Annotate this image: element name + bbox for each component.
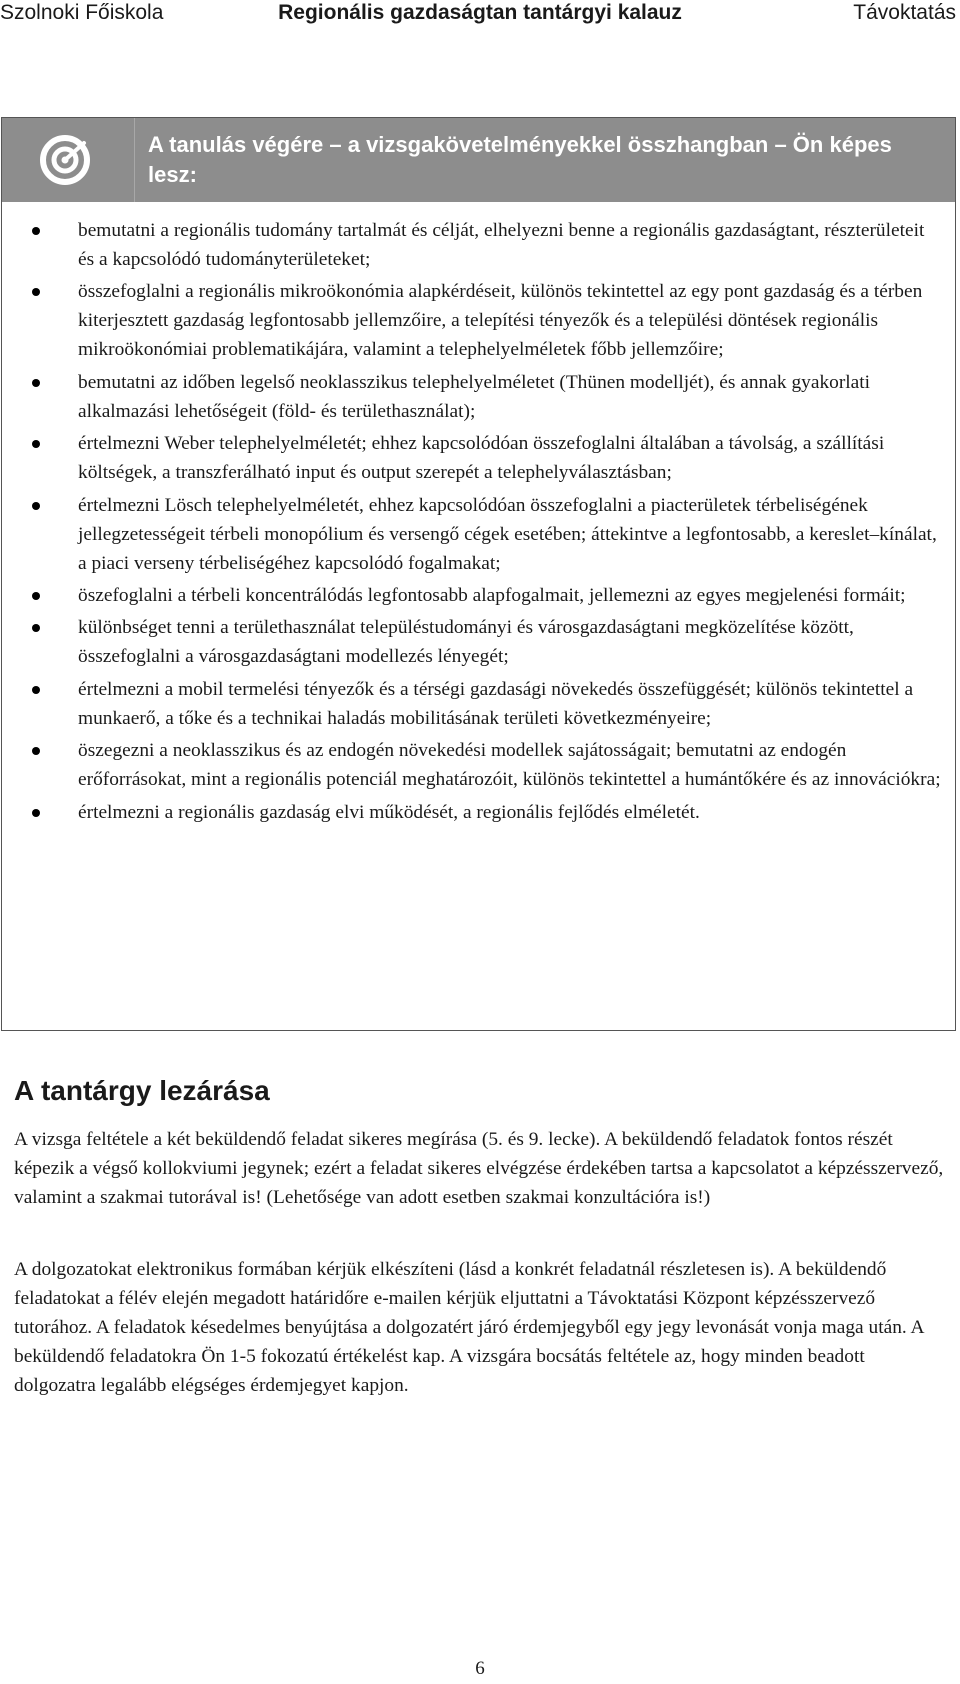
objective-text: értelmezni Lösch telephelyelméletét, ehhez kapcsolódóan összefoglalni a piacterületek térbeliségének jellegzetességeit térbeli monopólium és versengő cégek esetében; áttekintve a legfontosabb, a kereslet–kínálat, a piaci verseny térbeliségéhez kapcsolódó fogalmakat; [78,494,937,574]
objective-text: bemutatni az időben legelső neoklasszikus telephelyelméletet (Thünen modelljét), és annak gyakorlati alkalmazási lehetőségeit (föld- és területhasználat); [78,371,871,422]
objective-item [2,216,952,274]
objective-item [2,798,952,827]
objective-item [2,675,952,733]
bullet-icon [32,809,40,817]
learning-objectives-box [1,117,956,1031]
objectives-title: A tanulás végére – a vizsgakövetelményekkel összhangban – Ön képes lesz: [148,132,892,187]
objective-item [2,429,952,487]
objective-item [2,491,952,578]
objective-text: bemutatni a regionális tudomány tartalmát és célját, elhelyezni benne a regionális gazdaságtant, részterületeit és a kapcsolódó tudományterületeket; [78,220,925,270]
objective-text: értelmezni a mobil termelési tényezők és a térségi gazdasági növekedés összefüggését; különös tekintettel a munkaerő, a tőke és a technikai haladás mobilitásának területi következményeire; [78,678,914,729]
closing-paragraph: A vizsga feltétele a két beküldendő feladat sikeres megírása (5. és 9. lecke). A beküldendő feladatok fontos részét képezik a végső kollokviumi jegynek; ezért a feladat sikeres elvégzése érdekében tartsa a kapcsolatot a képzésszervező, valamint a szakmai tutorával is! (Lehetősége van adott esetben szakmai konzultációra is!) [14,1129,944,1208]
header-program: Távoktatás [853,1,956,24]
closing-paragraph: A dolgozatokat elektronikus formában kérjük elkészíteni (lásd a konkrét feladatnál részletesen is). A beküldendő feladatokat a félév elején megadott határidőre e-mailen kérjük eljuttatni a Távoktatási Központ képzésszervező tutorához. A feladatok késedelmes benyújtása a dolgozatért járó érdemjegyből egy jegy levonását vonja maga után. A beküldendő feladatokra Ön 1-5 fokozatú értékelést kap. A vizsgára bocsátás feltétele az, hogy minden beadott dolgozatra legalább elégséges érdemjegyet kapjon. [14,1259,924,1396]
bullet-icon [32,747,40,755]
objective-text: értelmezni Weber telephelyelméletét; ehhez kapcsolódóan összefoglalni általában a távolság, a szállítási költségek, a transzferálható input és output szerepét a telephelyválasztásban; [78,433,885,484]
objective-item [2,613,952,671]
objective-item [2,581,952,610]
objectives-icon-cell [2,118,135,202]
objective-text: különbséget tenni a területhasználat településtudományi és városgazdaságtani megközelítése között, összefoglalni a városgazdaságtani modellezés lényegét; [78,617,854,668]
bullet-icon [32,288,40,296]
objectives-header [2,118,955,202]
objective-item [2,368,952,426]
section-title: A tantárgy lezárása [14,1075,270,1106]
target-icon [38,133,92,187]
objective-text: összefoglalni a regionális mikroökonómia alapkérdéseit, különös tekintettel az egy pont gazdaság és a térben kiterjesztett gazdaság legfontosabb jellemzőire, a telepítési tényezők és a települési döntések regionális mikroökonómiai problematikájára, valamint a telephelyelméletek főbb jellemzőire; [78,281,923,361]
bullet-icon [32,227,40,235]
objectives-list [2,216,952,830]
page-number: 6 [475,1658,485,1679]
bullet-icon [32,502,40,510]
running-header [0,0,960,30]
objective-text: értelmezni a regionális gazdaság elvi működését, a regionális fejlődés elméletét. [78,801,700,823]
header-institution: Szolnoki Főiskola [0,1,164,24]
objective-text: öszefoglalni a térbeli koncentrálódás legfontosabb alapfogalmait, jellemezni az egyes megjelenési formáit; [78,584,906,606]
bullet-icon [32,379,40,387]
bullet-icon [32,592,40,600]
objective-item [2,277,952,364]
header-course-title: Regionális gazdaságtan tantárgyi kalauz [278,1,682,24]
bullet-icon [32,686,40,694]
bullet-icon [32,440,40,448]
objective-text: öszegezni a neoklasszikus és az endogén növekedési modellek sajátosságait; bemutatni az endogén erőforrásokat, mint a regionális potenciál meghatározóit, különös tekintettel a humántőkére és az innovációkra; [78,740,941,791]
bullet-icon [32,624,40,632]
objective-item [2,736,952,794]
